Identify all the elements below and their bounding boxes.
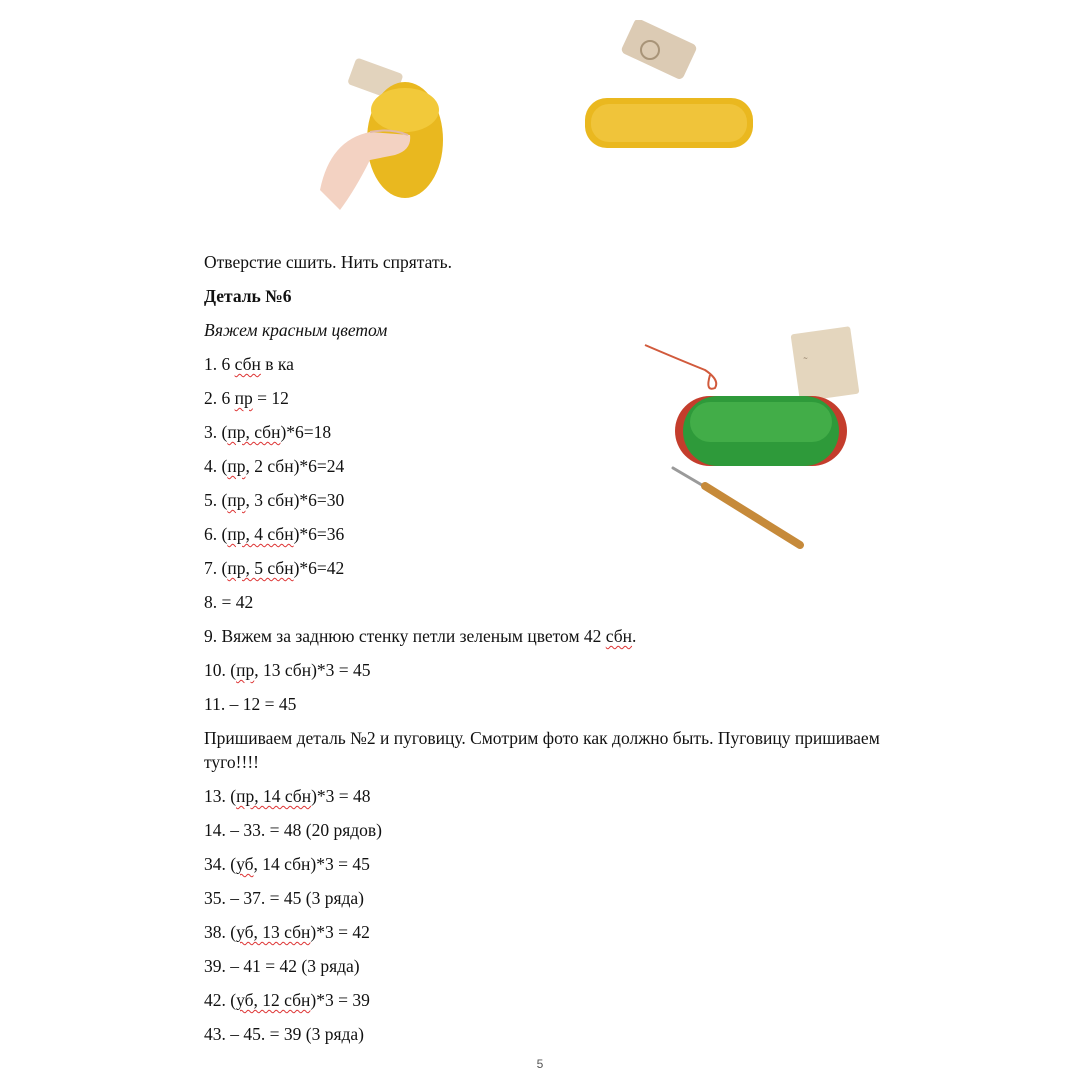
section-subheading: Вяжем красным цветом bbox=[204, 320, 388, 340]
list-item: 9. Вяжем за заднюю стенку петли зеленым цветом 42 сбн. bbox=[204, 626, 637, 646]
list-item: 10. (пр, 13 сбн)*3 = 45 bbox=[204, 660, 371, 680]
intro-line: Отверстие сшить. Нить спрятать. bbox=[204, 252, 452, 272]
list-item: 13. (пр, 14 сбн)*3 = 48 bbox=[204, 786, 371, 806]
list-item: 11. – 12 = 45 bbox=[204, 694, 297, 714]
list-item: 2. 6 пр = 12 bbox=[204, 388, 289, 408]
list-item: 38. (уб, 13 сбн)*3 = 42 bbox=[204, 922, 370, 942]
list-item: 14. – 33. = 48 (20 рядов) bbox=[204, 820, 382, 840]
list-item: 7. (пр, 5 сбн)*6=42 bbox=[204, 558, 345, 578]
pattern-text bbox=[204, 248, 904, 1054]
instruction-paragraph: Пришиваем деталь №2 и пуговицу. Смотрим фото как должно быть. Пуговицу пришиваем туго!!!! bbox=[204, 728, 880, 772]
list-item: 5. (пр, 3 сбн)*6=30 bbox=[204, 490, 345, 510]
list-item: 43. – 45. = 39 (3 ряда) bbox=[204, 1024, 364, 1044]
list-item: 34. (уб, 14 сбн)*3 = 45 bbox=[204, 854, 370, 874]
list-item: 39. – 41 = 42 (3 ряда) bbox=[204, 956, 360, 976]
section-heading: Деталь №6 bbox=[204, 286, 292, 306]
list-item: 42. (уб, 12 сбн)*3 = 39 bbox=[204, 990, 370, 1010]
list-item: 4. (пр, 2 сбн)*6=24 bbox=[204, 456, 345, 476]
list-item: 3. (пр, сбн)*6=18 bbox=[204, 422, 332, 442]
list-item: 35. – 37. = 45 (3 ряда) bbox=[204, 888, 364, 908]
knitted-yellow-flat-piece-photo bbox=[565, 20, 765, 200]
list-item: 8. = 42 bbox=[204, 592, 254, 612]
knitted-yellow-piece-in-hand-photo bbox=[300, 40, 460, 210]
page-number: 5 bbox=[536, 1057, 544, 1071]
list-item: 1. 6 сбн в ка bbox=[204, 354, 294, 374]
list-item: 6. (пр, 4 сбн)*6=36 bbox=[204, 524, 345, 544]
svg-text:~: ~ bbox=[803, 355, 809, 362]
